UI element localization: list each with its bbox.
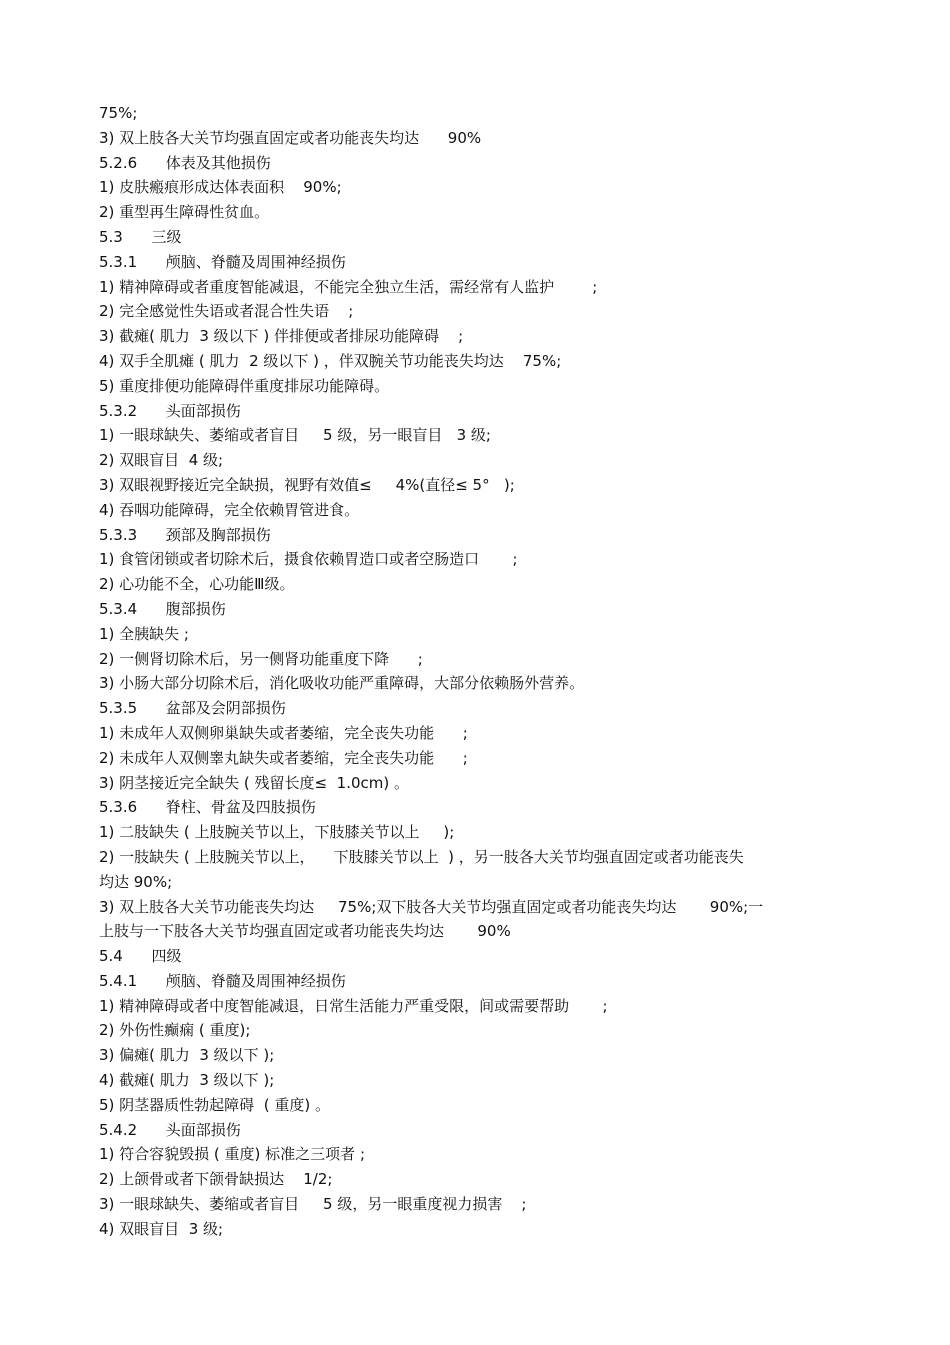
text-line: 4) 吞咽功能障碍，完全依赖胃管进食。 <box>99 500 360 519</box>
text-line: 1) 全胰缺失 ; <box>99 624 189 643</box>
section-heading: 5.3 三级 <box>99 227 182 246</box>
text-line: 1) 一眼球缺失、萎缩或者盲目 5 级，另一眼盲目 3 级; <box>99 426 491 445</box>
text-line: 2) 完全感觉性失语或者混合性失语 ; <box>99 302 354 321</box>
text-line: 2) 一肢缺失 ( 上肢腕关节以上， 下肢膝关节以上 ) ，另一肢各大关节均强直固定或者功能丧失 <box>99 847 744 866</box>
text-line: 75%; <box>99 104 138 122</box>
text-line: 4) 双手全肌瘫 ( 肌力 2 级以下 ) ，伴双腕关节功能丧失均达 75%; <box>99 351 562 370</box>
text-line: 上肢与一下肢各大关节均强直固定或者功能丧失均达 90% <box>99 922 511 941</box>
text-line: 2) 外伤性癫痫 ( 重度); <box>99 1021 251 1040</box>
text-line: 1) 符合容貌毁损 ( 重度) 标准之三项者 ; <box>99 1145 365 1164</box>
text-line: 1) 精神障碍或者中度智能减退，日常生活能力严重受限，间或需要帮助 ; <box>99 996 608 1015</box>
section-heading: 5.3.2 头面部损伤 <box>99 401 241 420</box>
text-line: 2) 一侧肾切除术后，另一侧肾功能重度下降 ; <box>99 649 423 668</box>
text-line: 1) 精神障碍或者重度智能减退，不能完全独立生活，需经常有人监护 ; <box>99 277 598 296</box>
text-line: 5) 阴茎器质性勃起障碍 ( 重度) 。 <box>99 1095 330 1114</box>
text-line: 5) 重度排便功能障碍伴重度排尿功能障碍。 <box>99 376 390 395</box>
document-page <box>99 101 869 1242</box>
text-line: 4) 双眼盲目 3 级; <box>99 1219 224 1238</box>
text-line: 2) 上颌骨或者下颌骨缺损达 1/2; <box>99 1170 333 1189</box>
text-line: 1) 皮肤瘢痕形成达体表面积 90%; <box>99 178 342 197</box>
section-heading: 5.3.3 颈部及胸部损伤 <box>99 525 271 544</box>
text-line: 3) 双上肢各大关节均强直固定或者功能丧失均达 90% <box>99 128 482 147</box>
section-heading: 5.3.6 脊柱、骨盆及四肢损伤 <box>99 798 316 817</box>
text-line: 3) 小肠大部分切除术后，消化吸收功能严重障碍，大部分依赖肠外营养。 <box>99 674 585 693</box>
text-line: 均达 90%; <box>99 872 173 891</box>
text-line: 1) 食管闭锁或者切除术后，摄食依赖胃造口或者空肠造口 ; <box>99 550 518 569</box>
text-line: 1) 未成年人双侧卵巢缺失或者萎缩，完全丧失功能 ; <box>99 723 468 742</box>
section-heading: 5.4 四级 <box>99 947 182 966</box>
text-line: 3) 截瘫( 肌力 3 级以下 ) 伴排便或者排尿功能障碍 ; <box>99 327 464 346</box>
text-line: 3) 双上肢各大关节功能丧失均达 75%;双下肢各大关节均强直固定或者功能丧失均达 90%;一 <box>99 897 764 916</box>
section-heading: 5.3.5 盆部及会阴部损伤 <box>99 699 286 718</box>
section-heading: 5.3.4 腹部损伤 <box>99 599 226 618</box>
text-line: 3) 阴茎接近完全缺失 ( 残留长度≤ 1.0cm) 。 <box>99 773 409 792</box>
section-heading: 5.4.2 头面部损伤 <box>99 1120 241 1139</box>
text-line: 1) 二肢缺失 ( 上肢腕关节以上，下肢膝关节以上 ); <box>99 823 455 842</box>
section-heading: 5.2.6 体表及其他损伤 <box>99 153 271 172</box>
text-line: 3) 双眼视野接近完全缺损，视野有效值≤ 4%(直径≤ 5° ); <box>99 475 515 494</box>
text-line: 3) 一眼球缺失、萎缩或者盲目 5 级，另一眼重度视力损害 ; <box>99 1195 527 1214</box>
section-heading: 5.4.1 颅脑、脊髓及周围神经损伤 <box>99 971 346 990</box>
text-line: 4) 截瘫( 肌力 3 级以下 ); <box>99 1071 275 1090</box>
section-heading: 5.3.1 颅脑、脊髓及周围神经损伤 <box>99 252 346 271</box>
text-line: 2) 心功能不全，心功能Ⅲ级。 <box>99 575 295 594</box>
text-line: 2) 重型再生障碍性贫血。 <box>99 203 270 222</box>
text-line: 2) 双眼盲目 4 级; <box>99 451 224 470</box>
text-line: 2) 未成年人双侧睾丸缺失或者萎缩，完全丧失功能 ; <box>99 748 468 767</box>
text-line: 3) 偏瘫( 肌力 3 级以下 ); <box>99 1046 275 1065</box>
